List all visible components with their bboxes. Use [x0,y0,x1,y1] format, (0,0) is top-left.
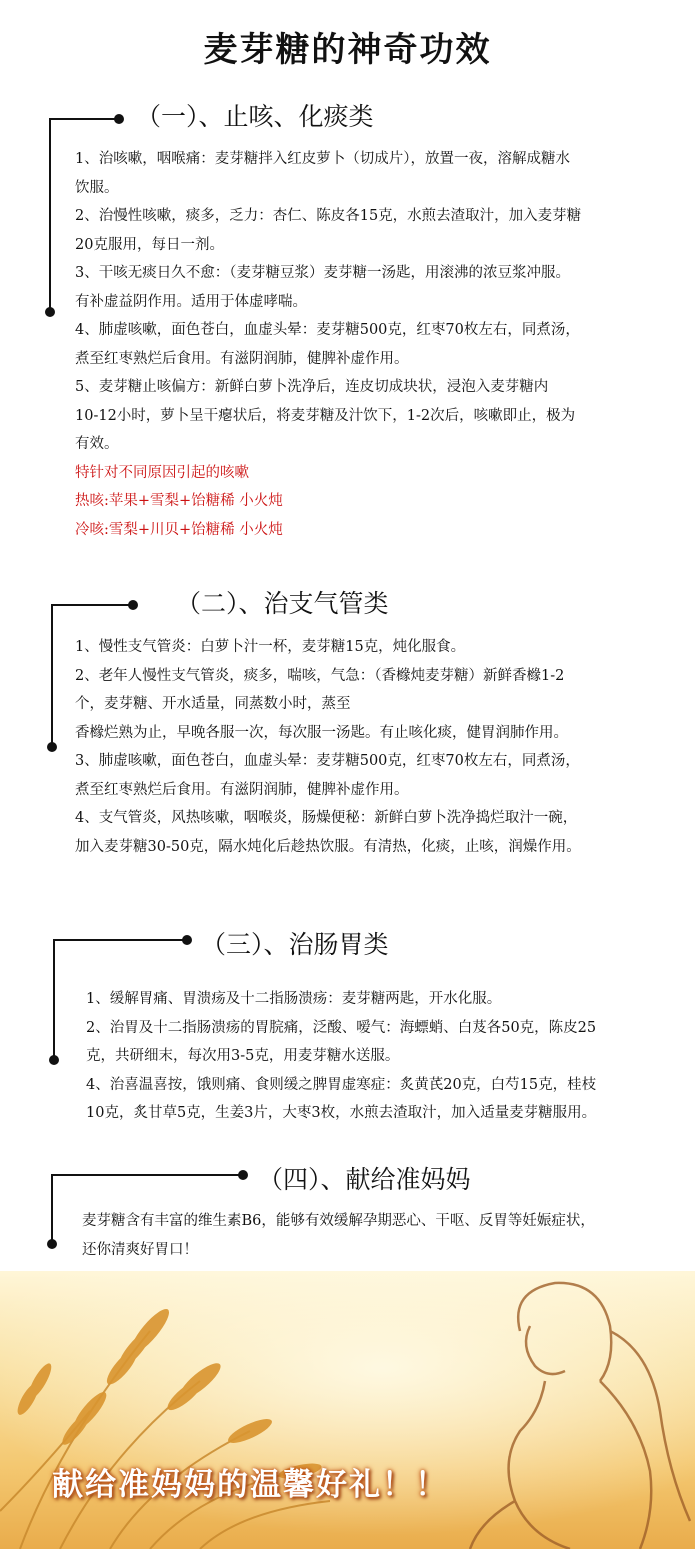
section-heading: （二）、治支气管类 [176,589,389,618]
red-note: 特针对不同原因引起的咳嗽 [75,464,249,481]
text-line: 饮服。 [75,179,119,196]
text-line: 香橼烂熟为止，早晚各服一次，每次服一汤匙。有止咳化痰，健胃润肺作用。 [75,724,568,741]
section-body [75,145,675,544]
section-body [82,1207,682,1264]
text-line: 个，麦芽糖、开水适量，同蒸数小时，蒸至 [75,696,351,712]
text-line: 4、治喜温喜按，饿则痛、食则缓之脾胃虚寒症：炙黄芪20克，白芍15克，桂枝 [86,1076,597,1093]
text-line: 有效。 [75,436,119,452]
text-line: 克，共研细末，每次用3-5克，用麦芽糖水送服。 [86,1048,400,1064]
text-line: 5、麦芽糖止咳偏方：新鲜白萝卜洗净后，连皮切成块状，浸泡入麦芽糖内 [75,379,549,395]
text-line: 有补虚益阴作用。适用于体虚哮喘。 [75,293,307,310]
page-title: 麦芽糖的神奇功效 [203,30,492,70]
wheat-banner [0,1271,695,1549]
text-line: 3、干咳无痰日久不愈：（麦芽糖豆浆）麦芽糖一汤匙，用滚沸的浓豆浆冲服。 [75,265,570,281]
section-body [75,633,675,861]
section-heading: （三）、治肠胃类 [201,930,389,959]
bracket-dot-bottom [47,742,57,752]
text-line: 1、治咳嗽，咽喉痛：麦芽糖拌入红皮萝卜（切成片），放置一夜，溶解成糖水 [75,151,570,167]
bracket-dot-top [114,114,124,124]
wheat-illustration [0,1271,695,1549]
text-line: 煮至红枣熟烂后食用。有滋阴润肺，健脾补虚作用。 [75,781,409,798]
text-line: 3、肺虚咳嗽，面色苍白，血虚头晕：麦芽糖500克，红枣70枚左右，同煮汤， [75,753,580,769]
bracket-dot-top [238,1170,248,1180]
text-line: 还你清爽好胃口！ [82,1241,198,1258]
text-line: 2、治慢性咳嗽，痰多，乏力：杏仁、陈皮各15克，水煎去渣取汁，加入麦芽糖 [75,208,582,224]
section-body [86,985,686,1128]
text-line: 10克，炙甘草5克，生姜3片，大枣3枚，水煎去渣取汁，加入适量麦芽糖服用。 [86,1105,597,1121]
banner-slogan: 献给准妈妈的温馨好礼！！ [52,1467,448,1503]
red-note: 热咳:苹果+雪梨+饴糖稀 小火炖 [75,493,283,509]
text-line: 煮至红枣熟烂后食用。有滋阴润肺，健脾补虚作用。 [75,350,409,367]
text-line: 4、支气管炎，风热咳嗽，咽喉炎，肠燥便秘：新鲜白萝卜洗净捣烂取汁一碗， [75,810,578,826]
bracket-dot-top [128,600,138,610]
text-line: 加入麦芽糖30-50克，隔水炖化后趁热饮服。有清热，化痰，止咳，润燥作用。 [75,838,581,855]
text-line: 20克服用，每日一剂。 [75,236,224,253]
text-line: 4、肺虚咳嗽，面色苍白，血虚头晕：麦芽糖500克，红枣70枚左右，同煮汤， [75,322,580,338]
text-line: 2、治胃及十二指肠溃疡的胃脘痛，泛酸、嗳气：海螵蛸、白芨各50克，陈皮25 [86,1019,597,1036]
text-line: 10-12小时，萝卜呈干瘪状后，将麦芽糖及汁饮下，1-2次后，咳嗽即止，极为 [75,407,576,424]
section-heading: （四）、献给准妈妈 [258,1165,471,1194]
bracket-dot-bottom [47,1239,57,1249]
bracket-dot-bottom [45,307,55,317]
section-heading: （一）、止咳、化痰类 [136,102,374,131]
red-note: 冷咳:雪梨+川贝+饴糖稀 小火炖 [75,521,283,538]
text-line: 2、老年人慢性支气管炎，痰多，喘咳，气急：（香橼炖麦芽糖）新鲜香橼1-2 [75,667,565,684]
bracket-dot-bottom [49,1055,59,1065]
text-line: 1、缓解胃痛、胃溃疡及十二指肠溃疡：麦芽糖两匙，开水化服。 [86,991,502,1007]
bracket-dot-top [182,935,192,945]
text-line: 麦芽糖含有丰富的维生素B6，能够有效缓解孕期恶心、干呕、反胃等妊娠症状， [82,1213,595,1229]
text-line: 1、慢性支气管炎：白萝卜汁一杯，麦芽糖15克，炖化服食。 [75,639,466,655]
